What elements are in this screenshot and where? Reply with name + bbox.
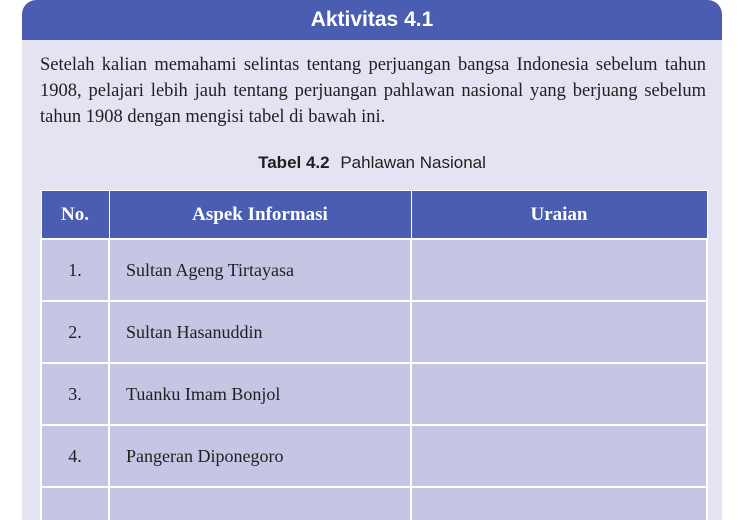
activity-panel xyxy=(22,0,722,520)
cell-uraian[interactable] xyxy=(411,425,707,487)
cell-no xyxy=(41,487,109,520)
table-caption-number: Tabel 4.2 xyxy=(258,153,330,172)
table-caption-title: Pahlawan Nasional xyxy=(340,153,486,172)
column-header-no: No. xyxy=(41,191,109,240)
column-header-uraian: Uraian xyxy=(411,191,707,240)
cell-no: 1. xyxy=(41,239,109,301)
cell-uraian[interactable] xyxy=(411,239,707,301)
table-caption xyxy=(22,153,722,173)
column-header-aspek: Aspek Informasi xyxy=(109,191,411,240)
cell-uraian[interactable] xyxy=(411,363,707,425)
cell-aspek xyxy=(109,487,411,520)
activity-title: Aktivitas 4.1 xyxy=(22,0,722,40)
table-row xyxy=(41,425,707,487)
cell-no: 4. xyxy=(41,425,109,487)
intro-paragraph: Setelah kalian memahami selintas tentang perjuangan bangsa Indonesia sebelum tahun 1908, pelajari lebih jauh tentang perjuangan pahlawan nasional yang berjuang sebelum tahun 1908 dengan mengisi tabel di bawah ini. xyxy=(40,55,706,127)
cell-aspek: Pangeran Diponegoro xyxy=(109,425,411,487)
table-row xyxy=(41,239,707,301)
cell-no: 3. xyxy=(41,363,109,425)
cell-uraian[interactable] xyxy=(411,301,707,363)
cell-no: 2. xyxy=(41,301,109,363)
table-header-row xyxy=(41,191,707,240)
table-row xyxy=(41,301,707,363)
cell-uraian[interactable] xyxy=(411,487,707,520)
cell-aspek: Tuanku Imam Bonjol xyxy=(109,363,411,425)
table-row xyxy=(41,487,707,520)
heroes-table xyxy=(40,190,708,520)
cell-aspek: Sultan Ageng Tirtayasa xyxy=(109,239,411,301)
table-row xyxy=(41,363,707,425)
cell-aspek: Sultan Hasanuddin xyxy=(109,301,411,363)
